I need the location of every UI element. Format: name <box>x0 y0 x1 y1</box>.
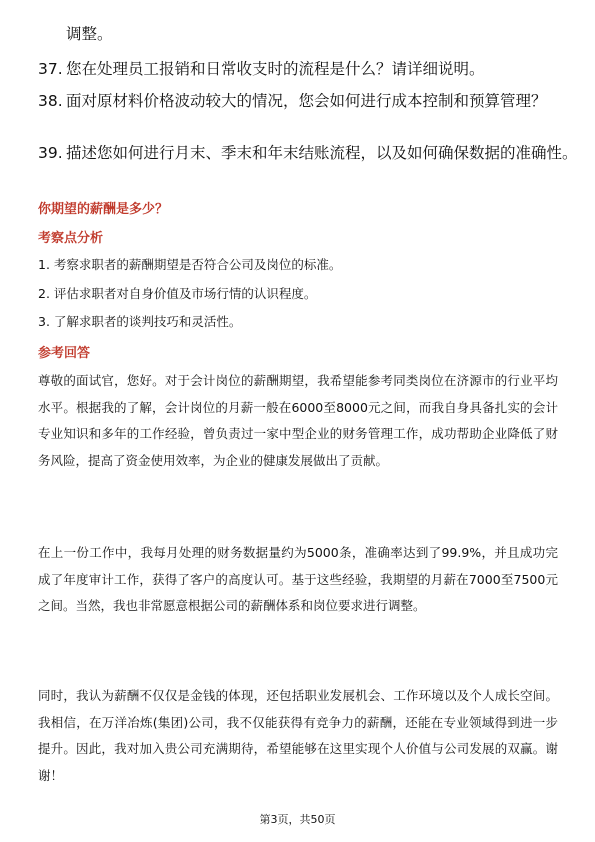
question-item <box>38 56 578 82</box>
question-item <box>38 140 578 166</box>
analysis-title: 考察点分析 <box>38 231 104 246</box>
section-title: 你期望的薪酬是多少？ <box>38 202 169 217</box>
question-number: 38. <box>38 92 63 110</box>
question-item <box>38 88 578 114</box>
carry-over-text: 调整。 <box>66 25 113 43</box>
question-text: 面对原材料价格波动较大的情况，您会如何进行成本控制和预算管理？ <box>66 92 547 110</box>
question-number: 39. <box>38 144 63 162</box>
analysis-point: 2. 评估求职者对自身价值及市场行情的认识程度。 <box>38 286 317 301</box>
question-number: 37. <box>38 60 63 78</box>
page-footer: 第3页，共50页 <box>259 813 336 826</box>
question-text: 您在处理员工报销和日常收支时的流程是什么？请详细说明。 <box>66 60 485 78</box>
answer-paragraph: 尊敬的面试官，您好。对于会计岗位的薪酬期望，我希望能参考同类岗位在济源市的行业平均水平。根据我的了解，会计岗位的月薪一般在6000至8000元之间，而我自身具备扎实的会计专业知识和多年的工作经验，曾负责过一家中型企业的财务管理工作，成功帮助企业降低了财务风险，提高了资金使用效率，为企业的健康发展做出了贡献。 <box>38 373 558 468</box>
answer-paragraph: 同时，我认为薪酬不仅仅是金钱的体现，还包括职业发展机会、工作环境以及个人成长空间。我相信，在万洋冶炼(集团)公司，我不仅能获得有竞争力的薪酬，还能在专业领域得到进一步提升。因此，我对加入贵公司充满期待，希望能够在这里实现个人价值与公司发展的双赢。谢谢！ <box>38 688 558 783</box>
analysis-point: 1. 考察求职者的薪酬期望是否符合公司及岗位的标准。 <box>38 257 342 272</box>
answer-paragraph: 在上一份工作中，我每月处理的财务数据量约为5000条，准确率达到了99.9%，并且成功完成了年度审计工作，获得了客户的高度认可。基于这些经验，我期望的月薪在7000至7500元之间。当然，我也非常愿意根据公司的薪酬体系和岗位要求进行调整。 <box>38 545 558 613</box>
analysis-point: 3. 了解求职者的谈判技巧和灵活性。 <box>38 314 242 329</box>
answer-title: 参考回答 <box>38 346 91 361</box>
question-text: 描述您如何进行月末、季末和年末结账流程，以及如何确保数据的准确性。 <box>66 144 578 162</box>
